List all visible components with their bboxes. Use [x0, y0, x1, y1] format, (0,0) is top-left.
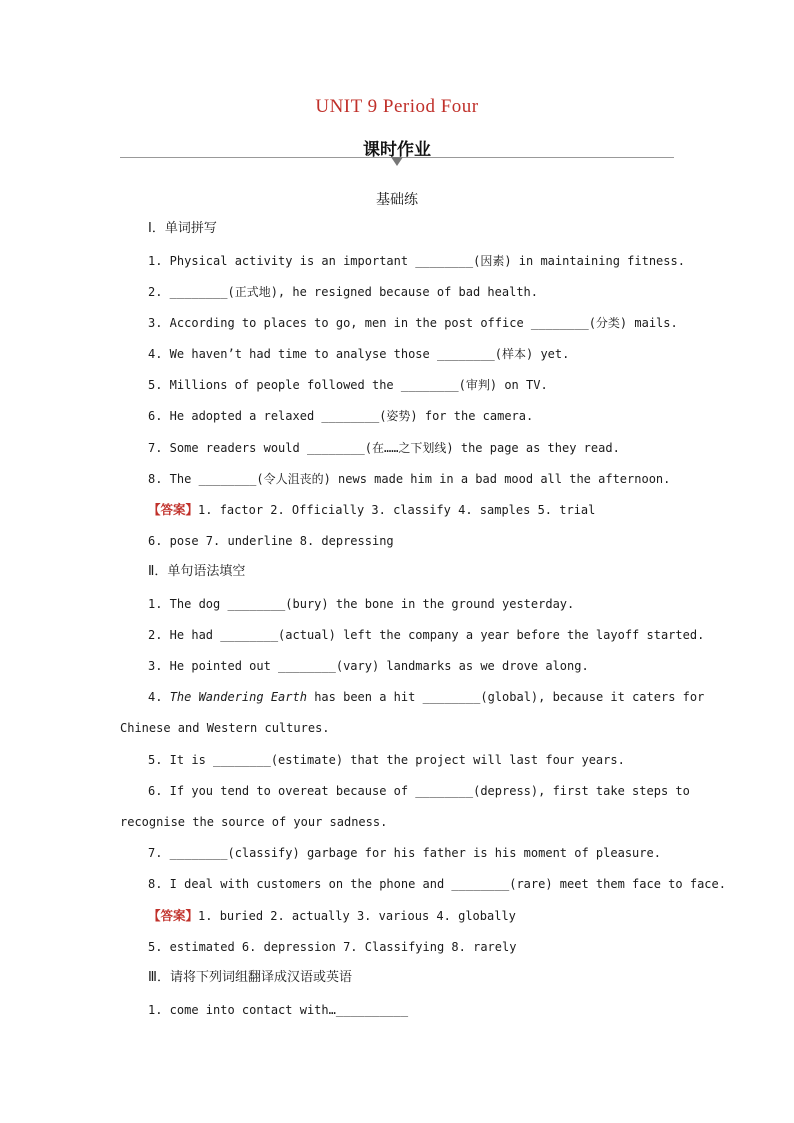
answer-label: 【答案】 — [148, 502, 199, 517]
item-text: has been a hit ________(global), because it caters for — [306, 690, 705, 704]
part2-item: 3. He pointed out ________(vary) landmarks as we drove along. — [148, 659, 589, 673]
answer-text: 1. factor 2. Officially 3. classify 4. samples 5. trial — [198, 503, 596, 517]
item-number: 4. — [148, 690, 170, 704]
part2-answer-cont: 5. estimated 6. depression 7. Classifying 8. rarely — [148, 940, 517, 954]
part2-item: 6. If you tend to overeat because of ________(depress), first take steps to — [148, 784, 690, 798]
answer-text: 1. buried 2. actually 3. various 4. globally — [198, 909, 516, 923]
part1-item: 8. The ________(令人沮丧的) news made him in a bad mood all the afternoon. — [148, 472, 671, 486]
part1-item: 1. Physical activity is an important ________(因素) in maintaining fitness. — [148, 254, 685, 268]
unit-title: UNIT 9 Period Four — [315, 96, 479, 117]
answer-label: 【答案】 — [148, 908, 199, 923]
part2-item: 5. It is ________(estimate) that the project will last four years. — [148, 753, 625, 767]
divider-marker-icon — [391, 157, 403, 166]
part1-item: 7. Some readers would ________(在……之下划线) the page as they read. — [148, 441, 620, 455]
part2-item: 7. ________(classify) garbage for his father is his moment of pleasure. — [148, 846, 661, 860]
part1-item: 4. We haven’t had time to analyse those ________(样本) yet. — [148, 347, 570, 361]
part2-heading: Ⅱ．单句语法填空 — [148, 564, 246, 579]
part1-item: 5. Millions of people followed the ________(审判) on TV. — [148, 378, 548, 392]
part3-item: 1. come into contact with…__________ — [148, 1003, 409, 1017]
part1-item: 3. According to places to go, men in the post office ________(分类) mails. — [148, 316, 678, 330]
section-title: 基础练 — [376, 192, 418, 208]
page-subtitle: 课时作业 — [363, 140, 431, 160]
part3-heading: Ⅲ．请将下列词组翻译成汉语或英语 — [148, 970, 352, 985]
part1-answer-cont: 6. pose 7. underline 8. depressing — [148, 534, 394, 548]
part2-item: 2. He had ________(actual) left the company a year before the layoff started. — [148, 628, 705, 642]
part1-answer — [148, 502, 595, 518]
part2-item: 8. I deal with customers on the phone and ________(rare) meet them face to face. — [148, 877, 726, 891]
part2-item — [148, 689, 704, 705]
movie-title: The Wandering Earth — [169, 690, 307, 704]
part2-item-cont: Chinese and Western cultures. — [120, 721, 330, 735]
part2-item: 1. The dog ________(bury) the bone in the ground yesterday. — [148, 597, 575, 611]
part2-answer — [148, 908, 516, 924]
part2-item-cont: recognise the source of your sadness. — [120, 815, 388, 829]
part1-item: 6. He adopted a relaxed ________(姿势) for the camera. — [148, 409, 534, 423]
part1-heading: Ⅰ．单词拼写 — [148, 221, 217, 236]
part1-item: 2. ________(正式地), he resigned because of bad health. — [148, 285, 539, 299]
